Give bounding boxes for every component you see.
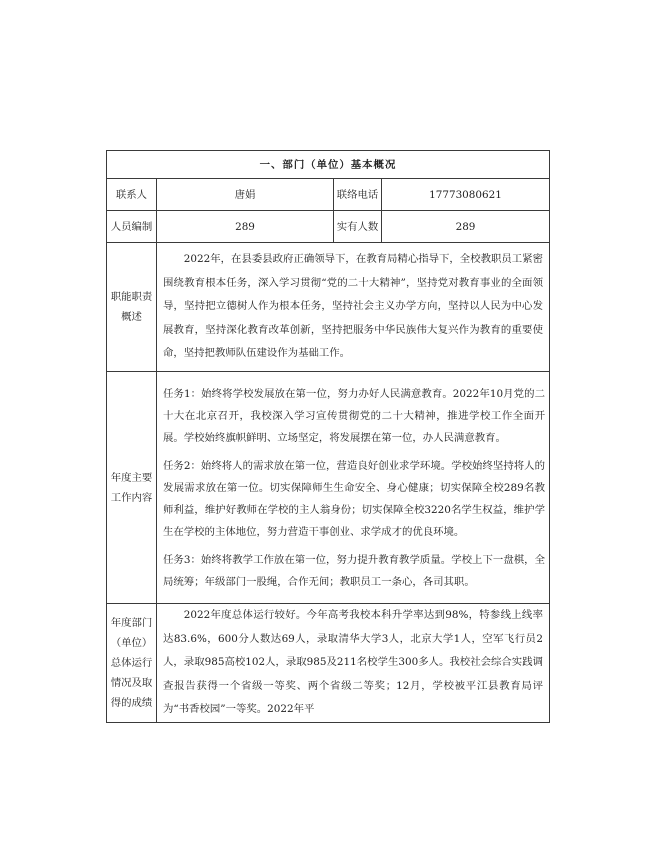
phone-label: 联络电话 bbox=[334, 179, 382, 211]
duties-text: 2022年，在县委县政府正确领导下，在教育局精心指导下，全校教职员工紧密围绕教育根本任务，深入学习贯彻“党的二十大精神”，坚持党对教育事业的全面领导，坚持把立德树人作为根本任务，坚持社会主义办学方向，坚持以人民为中心发展教育，坚持深化教育改革创新，坚持把服务中华民族伟大复兴作为教育的重要使命，坚持把教师队伍建设作为基础工作。 bbox=[163, 253, 543, 360]
results-cell bbox=[157, 604, 550, 723]
results-label: 年度部门（单位）总体运行情况及取得的成绩 bbox=[107, 604, 157, 723]
phone-value: 17773080621 bbox=[382, 179, 550, 211]
section-title: 一、部门（单位）基本概况 bbox=[107, 151, 550, 179]
basic-info-table bbox=[106, 150, 550, 723]
contact-value: 唐娟 bbox=[157, 179, 334, 211]
task-item-2: 任务2：始终将人的需求放在第一位，营造良好创业求学环境。学校始终坚持将人的发展需求放在第一位。切实保障师生生命安全、身心健康；切实保障全校289名教师利益，维护好教师在学校的主人翁身份；切实保障全校3220名学生权益，维护学生在学校的主体地位，努力营造干事创业、求学成才的优良环境。 bbox=[163, 459, 545, 538]
annual-work-cell bbox=[157, 372, 550, 604]
results-text: 2022年度总体运行较好。今年高考我校本科升学率达到98%，特参线上线率达83.6%，600分人数达69人，录取清华大学3人，北京大学1人，空军飞行员2人，录取985高校102人，录取985及211名校学生300多人。我校社会综合实践调查报告获得一个省级一等奖、两个省级二等奖；12月，学校被平江县教育局评为“书香校园”一等奖。2022年平 bbox=[163, 609, 543, 715]
task-item-3: 任务3：始终将教学工作放在第一位，努力提升教育教学质量。学校上下一盘棋，全局统筹；年级部门一股绳，合作无间；教职员工一条心，各司其职。 bbox=[163, 553, 545, 588]
duties-label: 职能职责概述 bbox=[107, 243, 157, 372]
staffing-value: 289 bbox=[157, 211, 334, 243]
actual-staff-value: 289 bbox=[382, 211, 550, 243]
annual-work-label: 年度主要工作内容 bbox=[107, 372, 157, 604]
actual-staff-label: 实有人数 bbox=[334, 211, 382, 243]
staffing-label: 人员编制 bbox=[107, 211, 157, 243]
task-item-1: 任务1：始终将学校发展放在第一位，努力办好人民满意教育。2022年10月党的二十大在北京召开，我校深入学习宣传贯彻党的二十大精神，推进学校工作全面开展。学校始终旗帜鲜明、立场坚定，将发展摆在第一位，办人民满意教育。 bbox=[163, 387, 545, 444]
duties-cell bbox=[157, 243, 550, 372]
contact-label: 联系人 bbox=[107, 179, 157, 211]
